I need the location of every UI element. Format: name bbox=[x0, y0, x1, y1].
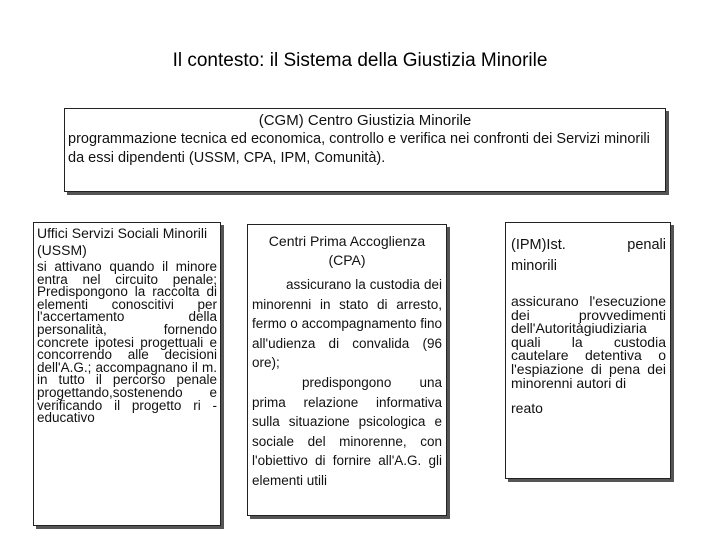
slide-title: Il contesto: il Sistema della Giustizia Minorile bbox=[172, 50, 548, 71]
cpa-box bbox=[247, 224, 447, 516]
ipm-heading-line1: (IPM)Ist. penali bbox=[511, 237, 666, 253]
cpa-description-report: predispongono una prima relazione informativa sulla situazione psicologica e sociale del minorenne, con l'obiettivo di fornire all'A.G. gli elementi utili bbox=[252, 374, 442, 488]
ussm-box bbox=[33, 222, 221, 526]
ipm-description: assicurano l'esecuzione dei provvedimenti dell'Autoritàgiudiziaria quali la custodia cautelare detentiva o l'espiazione di pena dei minorenni autori di bbox=[511, 293, 666, 391]
ipm-box bbox=[505, 222, 671, 479]
cpa-description-custody: assicurano la custodia dei minorenni in stato di arresto, fermo o accompagnamento fino all'udienza di convalida (96 ore); bbox=[252, 277, 442, 371]
cpa-heading: Centri Prima Accoglienza (CPA) bbox=[268, 233, 426, 268]
cgm-description: programmazione tecnica ed economica, controllo e verifica nei confronti dei Servizi minorili da essi dipendenti (USSM, CPA, IPM, Comunità). bbox=[68, 131, 650, 166]
cgm-heading: (CGM) Centro Giustizia Minorile bbox=[258, 112, 472, 129]
ipm-heading-line2: minorili bbox=[511, 258, 557, 274]
ussm-heading: Uffici Servizi Sociali Minorili (USSM) bbox=[37, 225, 208, 258]
ussm-description: si attivano quando il minore entra nel circuito penale; Predispongono la raccolta di elementi conoscitivi per l'accertamento della personalità, fornendo concrete ipotesi progettuali e concorrendo alle decisioni dell'A.G.; accompagnano il m. in tutto il percorso penale progettando,sostenendo e verificando il progetto ri -educativo bbox=[37, 259, 217, 426]
ipm-description-tail: reato bbox=[511, 400, 543, 417]
ipm-heading bbox=[506, 223, 670, 277]
cgm-box bbox=[64, 108, 666, 192]
